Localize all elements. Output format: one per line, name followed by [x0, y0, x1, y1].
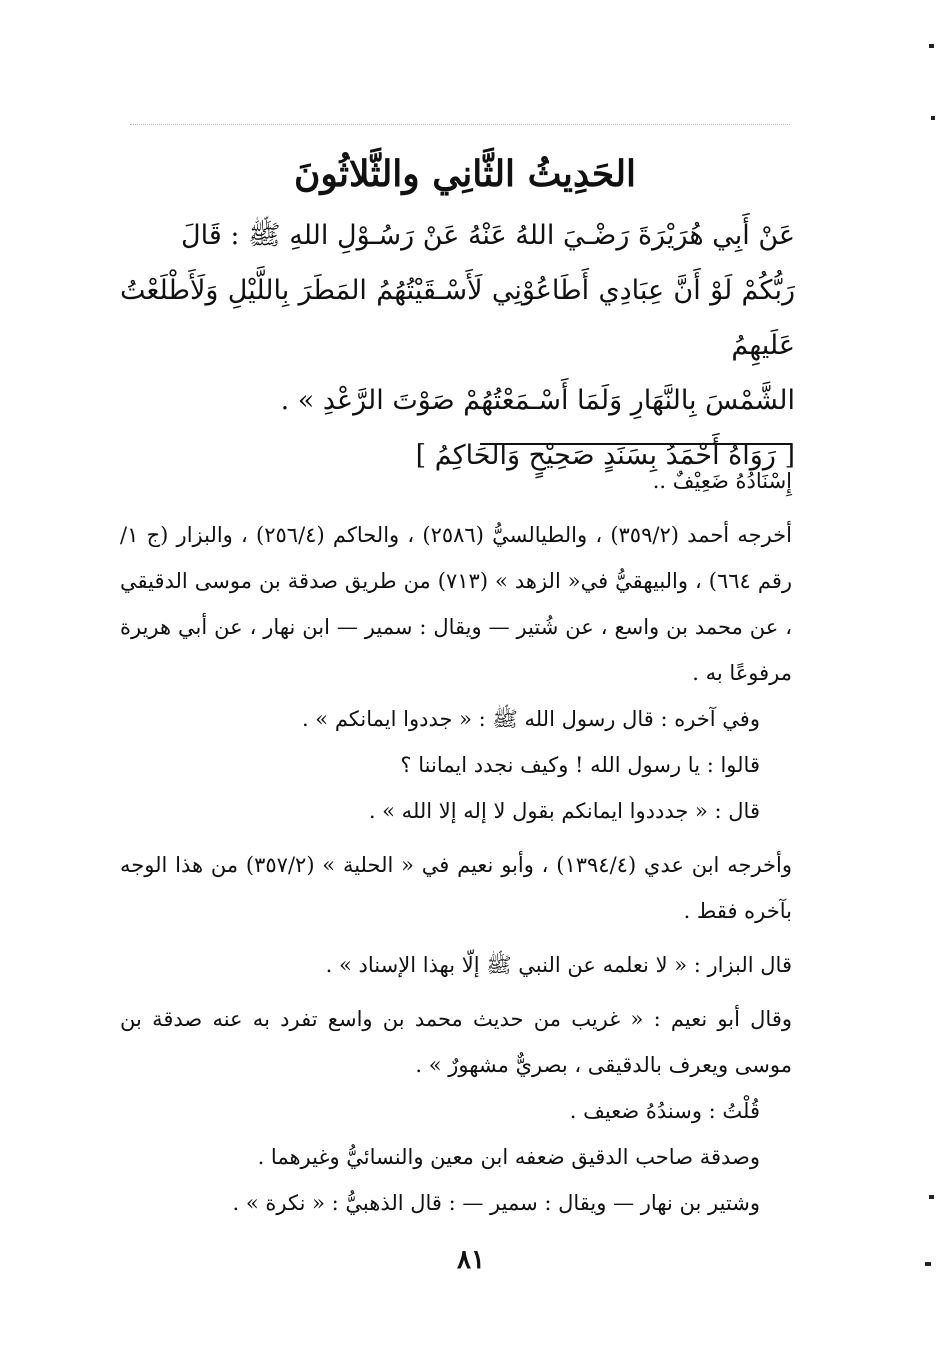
scan-speck	[925, 1262, 931, 1266]
commentary	[120, 458, 792, 1226]
author-verdict: قُلْتُ : وسندُهُ ضعيف .	[569, 1099, 760, 1123]
addition-line: وفي آخره : قال رسول الله ﷺ : « جددوا ايمانكم » .	[301, 707, 760, 731]
scan-speck	[929, 44, 934, 48]
narrator-note: وشتير بن نهار — ويقال : سمير — : قال الذهبيُّ : « نكرة » .	[232, 1191, 760, 1215]
hadith-text	[120, 208, 795, 483]
page-number: ٨١	[457, 1245, 485, 1275]
scan-speck	[929, 1195, 934, 1199]
footnote-separator	[480, 443, 792, 445]
hadith-line: رَبُّكُمْ لَوْ أَنَّ عِبَادِي أَطَاعُوْنِي لَأَسْـقَيْتُهُمُ المَطَرَ بِاللَّيْلِ وَلَأَطْلَعْتُ عَلَيهِمُ	[120, 275, 795, 361]
scan-speck	[931, 116, 935, 120]
hadith-line: عَنْ أَبِي هُرَيْرَةَ رَضْـيَ اللهُ عَنْهُ عَنْ رَسُـوْلِ اللهِ ﷺ : قَالَ	[181, 220, 795, 251]
isnad-grade: إِسْنَادُهُ ضَعِيْفٌ ..	[652, 469, 792, 493]
hadith-line: الشَّمْسَ بِالنَّهَارِ وَلَمَا أَسْـمَعْتُهُمْ صَوْتَ الرَّعْدِ » .	[280, 385, 795, 416]
hadith-source: [ رَوَاهُ أَحْمَدُ بِسَنَدٍ صَحِيْحٍ وَالحَاكِمُ ]	[415, 440, 795, 471]
hadith-title: الحَدِيثُ الثَّانِي والثَّلاثُونَ	[293, 153, 637, 195]
takhrij-paragraph: أخرجه أحمد (٣٥٩/٢) ، والطيالسيُّ (٢٥٨٦) ، والحاكم (٢٥٦/٤) ، والبزار (ج ١/ رقم ٦٦٤) ، والبيهقيُّ في« الزهد » (٧١٣) من طريق صدقة بن موسى الدقيقي ، عن محمد بن واسع ، عن شُتير — ويقال : سمير — ابن نهار ، عن أبي هريرة مرفوعًا به .	[120, 523, 792, 685]
addition-line: قالوا : يا رسول الله ! وكيف نجدد ايماننا ؟	[400, 753, 760, 777]
narrator-note: وصدقة صاحب الدقيق ضعفه ابن معين والنسائيُّ وغيرهما .	[257, 1145, 760, 1169]
addition-line: قال : « جدددوا ايمانكم بقول لا إله إلا الله » .	[368, 799, 760, 823]
takhrij-paragraph: وأخرجه ابن عدي (١٣٩٤/٤) ، وأبو نعيم في « الحلية » (٣٥٧/٢) من هذا الوجه بآخره فقط .	[120, 853, 792, 923]
abu-nuaym-quote: وقال أبو نعيم : « غريب من حديث محمد بن واسع تفرد به عنه صدقة بن موسى ويعرف بالدقيقى ، بصريٌّ مشهورٌ » .	[120, 1007, 792, 1077]
top-dotted-rule	[130, 124, 790, 125]
bazzar-quote: قال البزار : « لا نعلمه عن النبي ﷺ إلّا بهذا الإسناد » .	[325, 953, 792, 977]
